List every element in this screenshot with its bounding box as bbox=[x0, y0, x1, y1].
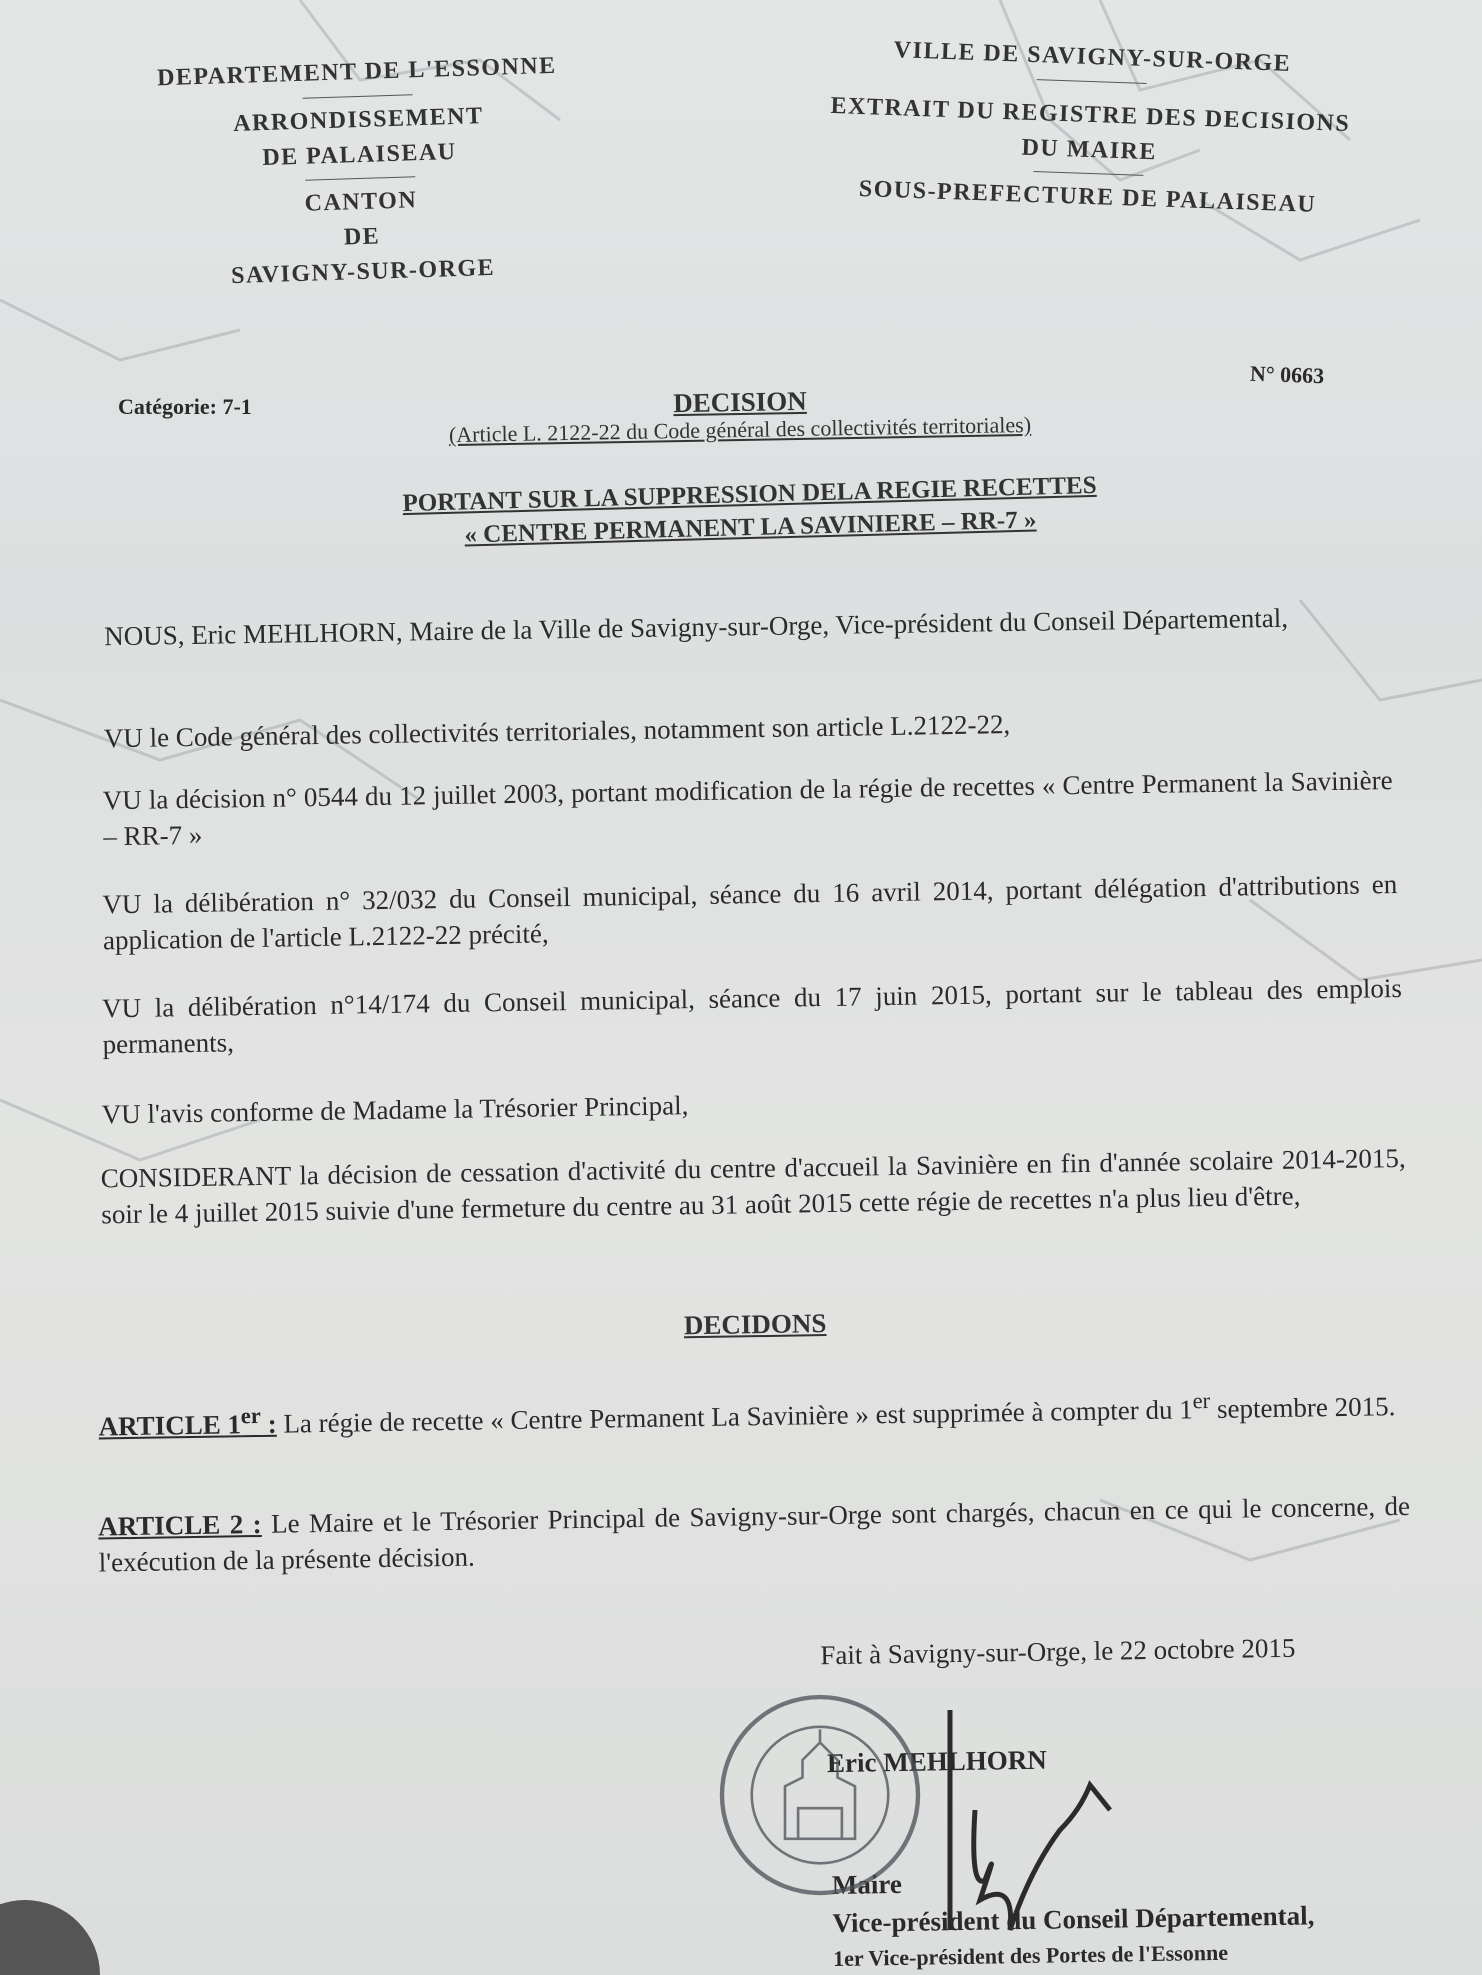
article-2-text: Le Maire et le Trésorier Principal de Savigny-sur-Orge sont chargés, chacun en ce qui le concerne, de l'exécution de la présente décision. bbox=[98, 1490, 1411, 1578]
article-2-label: ARTICLE 2 : bbox=[97, 1508, 262, 1542]
decision-subtitle: (Article L. 2122-22 du Code général des collectivités territoriales) bbox=[448, 411, 1032, 448]
header-left-canton: CANTON bbox=[304, 187, 418, 218]
handwritten-signature bbox=[880, 1690, 1180, 1950]
decision-number: N° 0663 bbox=[1249, 360, 1325, 389]
article-1-text-end: septembre 2015. bbox=[1209, 1391, 1396, 1425]
paragraph-nous: NOUS, Eric MEHLHORN, Maire de la Ville de Savigny-sur-Orge, Vice-président du Conseil Départemental, bbox=[103, 602, 1289, 652]
paragraph-vu-deliberation-2015: VU la délibération n°14/174 du Conseil municipal, séance du 17 juin 2015, portant sur le tableau des emplois permanents, bbox=[101, 972, 1403, 1060]
header-left-de: DE bbox=[343, 223, 381, 251]
signoff-role-vice-president: Vice-président du Conseil Départemental, bbox=[832, 1900, 1315, 1939]
paragraph-vu-avis: VU l'avis conforme de Madame la Trésorier Principal, bbox=[101, 1090, 689, 1130]
signoff-role-maire: Maire bbox=[831, 1868, 903, 1901]
article-1-label-colon: : bbox=[260, 1408, 277, 1439]
category: Catégorie: 7-1 bbox=[118, 394, 252, 419]
paragraph-vu-decision: VU la décision n° 0544 du 12 juillet 2003, portant modification de la régie de recettes « Centre Permanent la Savinière – RR-7 » bbox=[102, 765, 1393, 851]
decidons-heading: DECIDONS bbox=[683, 1308, 827, 1341]
header-right-maire: DU MAIRE bbox=[1021, 134, 1158, 165]
signoff-place-date: Fait à Savigny-sur-Orge, le 22 octobre 2015 bbox=[820, 1632, 1296, 1671]
signoff-role-portes: 1er Vice-président des Portes de l'Essonne bbox=[832, 1939, 1229, 1972]
decision-title: DECISION bbox=[672, 385, 808, 419]
article-2 bbox=[98, 1489, 1411, 1581]
header-left-department: DEPARTEMENT DE L'ESSONNE bbox=[156, 52, 558, 92]
header-left-palaiseau: DE PALAISEAU bbox=[261, 138, 457, 171]
header-right-extrait: EXTRAIT DU REGISTRE DES DECISIONS bbox=[830, 92, 1351, 137]
signoff-name: Eric MEHLHORN bbox=[826, 1744, 1047, 1779]
header-left-commune: SAVIGNY-SUR-ORGE bbox=[230, 254, 496, 290]
article-1-text: La régie de recette « Centre Permanent La Savinière » est supprimée à compter du 1 bbox=[276, 1394, 1193, 1439]
header-right-ville: VILLE DE SAVIGNY-SUR-ORGE bbox=[893, 37, 1292, 77]
article-1 bbox=[98, 1383, 1408, 1445]
seal-emblem bbox=[785, 1729, 855, 1838]
decision-object-line2: « CENTRE PERMANENT LA SAVINIERE – RR-7 » bbox=[464, 506, 1037, 549]
article-1-label-text: ARTICLE 1 bbox=[98, 1409, 242, 1442]
paragraph-vu-code: VU le Code général des collectivités territoriales, notamment son article L.2122-22, bbox=[103, 709, 1011, 754]
article-1-text-sup: er bbox=[1192, 1388, 1211, 1414]
paragraph-vu-deliberation-2014: VU la délibération n° 32/032 du Conseil municipal, séance du 16 avril 2014, portant délégation d'attributions en application de l'article L.2122-22 précité, bbox=[102, 869, 1398, 955]
header-left-arrondissement: ARRONDISSEMENT bbox=[232, 102, 484, 137]
decision-object-line1: PORTANT SUR LA SUPPRESSION DELA REGIE RECETTES bbox=[402, 471, 1097, 518]
header-right-sous-prefecture: SOUS-PREFECTURE DE PALAISEAU bbox=[858, 176, 1317, 219]
paragraph-considerant: CONSIDERANT la décision de cessation d'activité du centre d'accueil la Savinière en fin d'année scolaire 2014-2015, soir le 4 juillet 2015 suivie d'une fermeture du centre au 31 août 2015 cette régie de recettes n'a plus lieu d'être, bbox=[100, 1142, 1406, 1230]
article-1-label bbox=[98, 1402, 277, 1442]
article-1-label-sup: er bbox=[240, 1402, 261, 1429]
